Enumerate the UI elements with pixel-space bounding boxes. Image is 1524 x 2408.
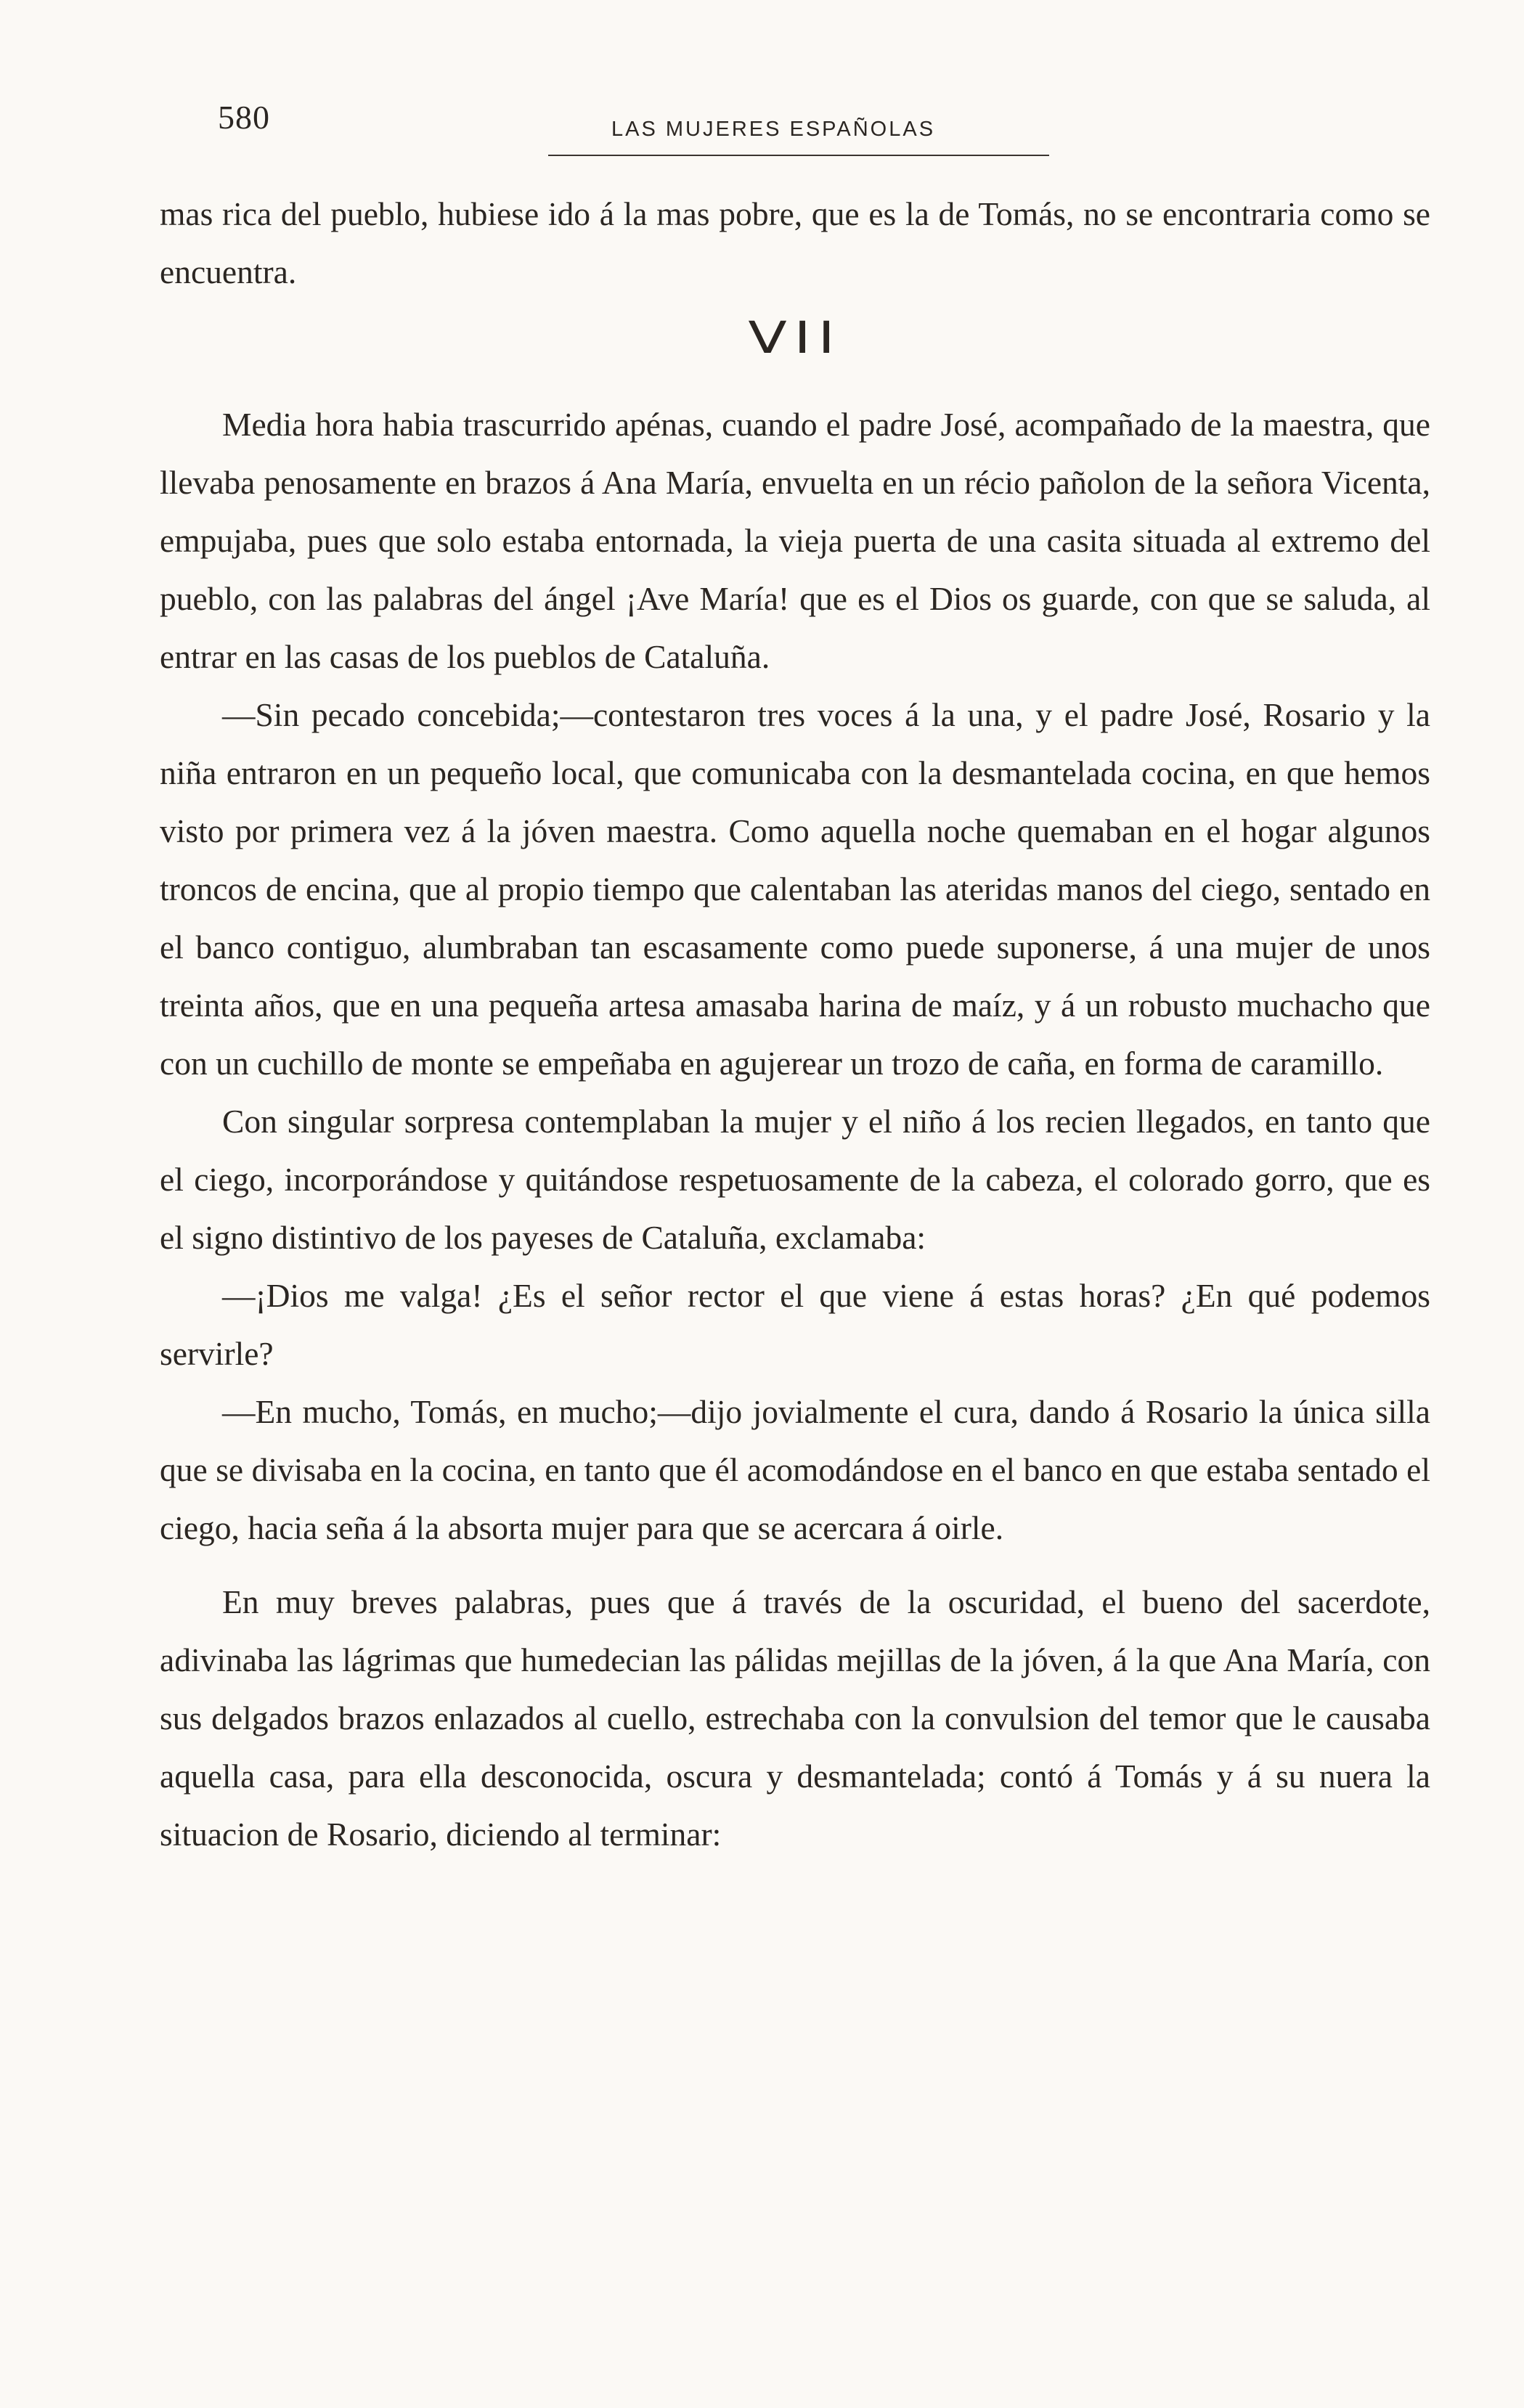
paragraph: Con singular sorpresa contemplaban la mujer y el niño á los recien llegados, en tanto que el ciego, incorporándose y quitándose respetuosamente de la cabeza, el colorado gorro, que es el signo distintivo de los payeses de Cataluña, exclamaba: (160, 1103, 1430, 1256)
paragraph-continuation: mas rica del pueblo, hubiese ido á la mas pobre, que es la de Tomás, no se encontraria como se encuentra. (160, 195, 1430, 290)
paragraph: —En mucho, Tomás, en mucho;—dijo jovialmente el cura, dando á Rosario la única silla que se divisaba en la cocina, en tanto que él acomodándose en el banco en que estaba sentado el ciego, hacia seña á la absorta mujer para que se acercara á oirle. (160, 1393, 1430, 1546)
paragraph: Media hora habia trascurrido apénas, cuando el padre José, acompañado de la maestra, que llevaba penosamente en brazos á Ana María, envuelta en un récio pañolon de la señora Vicenta, empujaba, pues que solo estaba entornada, la vieja puerta de una casita situada al extremo del pueblo, con las palabras del ángel ¡Ave María! que es el Dios os guarde, con que se saluda, al entrar en las casas de los pueblos de Cataluña. (160, 406, 1430, 675)
paragraph: —¡Dios me valga! ¿Es el señor rector el que viene á estas horas? ¿En qué podemos servirle? (160, 1277, 1430, 1372)
page-number: 580 (218, 99, 270, 136)
paragraph: —Sin pecado concebida;—contestaron tres voces á la una, y el padre José, Rosario y la niña entraron en un pequeño local, que comunicaba con la desmantelada cocina, en que hemos visto por primera vez á la jóven maestra. Como aquella noche quemaban en el hogar algunos troncos de encina, que al propio tiempo que calentaban las ateridas manos del ciego, sentado en el banco contiguo, alumbraban tan escasamente como puede suponerse, á una mujer de unos treinta años, que en una pequeña artesa amasaba harina de maíz, y á un robusto muchacho que con un cuchillo de monte se empeñaba en agujerear un trozo de caña, en forma de caramillo. (160, 696, 1430, 1082)
body-text (160, 185, 1430, 1864)
paragraph: En muy breves palabras, pues que á través de la oscuridad, el bueno del sacerdote, adivinaba las lágrimas que humedecian las pálidas mejillas de la jóven, á la que Ana María, con sus delgados brazos enlazados al cuello, estrechaba con la convulsion del temor que le causaba aquella casa, para ella desconocida, oscura y desmantelada; contó á Tomás y á su nuera la situacion de Rosario, diciendo al terminar: (160, 1583, 1430, 1853)
running-title: LAS MUJERES ESPAÑOLAS (611, 118, 936, 141)
header-rule (548, 155, 1049, 156)
running-head (218, 98, 1510, 149)
chapter-heading: VII (748, 312, 842, 364)
